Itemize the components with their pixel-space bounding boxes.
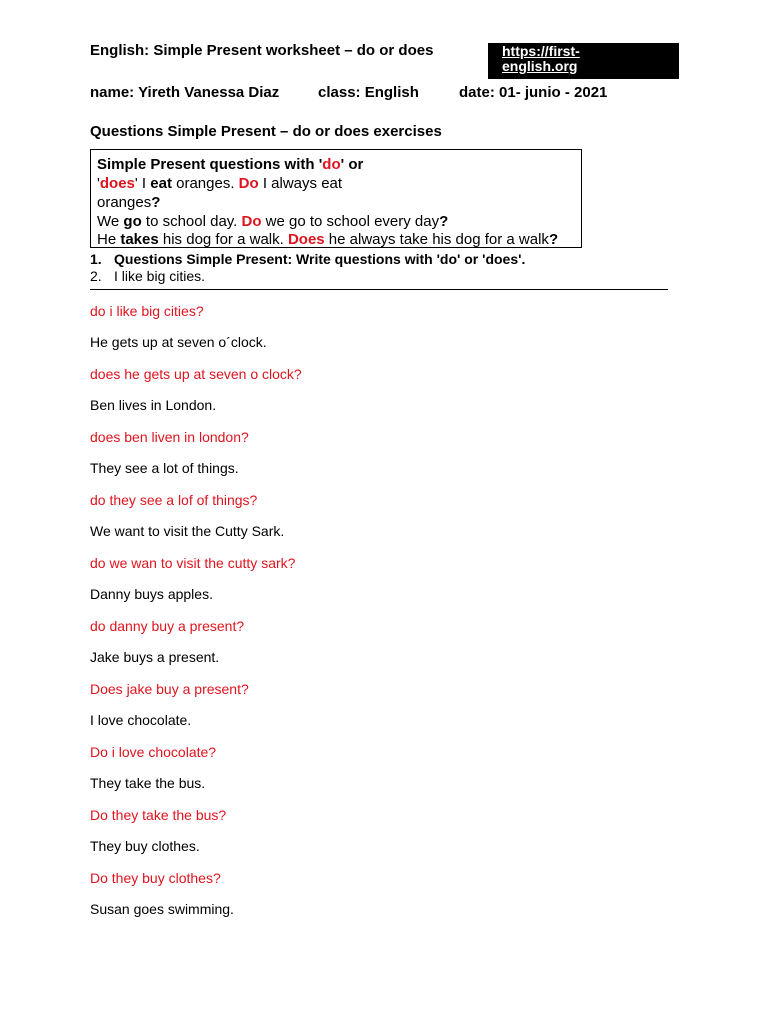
prompt-line: I love chocolate. bbox=[90, 712, 192, 728]
answer-line: do danny buy a present? bbox=[90, 618, 245, 634]
student-name: name: Yireth Vanessa Diaz bbox=[90, 84, 280, 101]
answer-line: Do i love chocolate? bbox=[90, 744, 217, 760]
divider-line bbox=[90, 289, 668, 290]
worksheet-title: English: Simple Present worksheet – do or does bbox=[90, 42, 434, 59]
example-line-3: oranges? bbox=[97, 194, 161, 211]
instruction-item-2: 2. I like big cities. bbox=[90, 268, 206, 284]
example-line-5: He takes his dog for a walk. Does he always take his dog for a walk? bbox=[97, 231, 559, 248]
instruction-item-1: 1. Questions Simple Present: Write questions with 'do' or 'does'. bbox=[90, 251, 526, 267]
date: date: 01- junio - 2021 bbox=[459, 84, 608, 101]
answer-line: do we wan to visit the cutty sark? bbox=[90, 555, 296, 571]
prompt-line: Jake buys a present. bbox=[90, 649, 220, 665]
prompt-line: We want to visit the Cutty Sark. bbox=[90, 523, 285, 539]
answer-line: Do they take the bus? bbox=[90, 807, 227, 823]
example-box bbox=[90, 149, 582, 248]
prompt-line: They see a lot of things. bbox=[90, 460, 239, 476]
answer-line: does he gets up at seven o clock? bbox=[90, 366, 302, 382]
prompt-line: Danny buys apples. bbox=[90, 586, 213, 602]
class-name: class: English bbox=[318, 84, 419, 101]
example-line-2: 'does' I eat oranges. Do I always eat bbox=[97, 175, 343, 192]
prompt-line: He gets up at seven o´clock. bbox=[90, 334, 267, 350]
section-subtitle: Questions Simple Present – do or does exercises bbox=[90, 123, 442, 140]
answer-line: do they see a lof of things? bbox=[90, 492, 258, 508]
example-heading: Simple Present questions with 'do' or bbox=[97, 156, 364, 173]
answer-line: Does jake buy a present? bbox=[90, 681, 249, 697]
example-line-4: We go to school day. Do we go to school every day? bbox=[97, 213, 449, 230]
prompt-line: Ben lives in London. bbox=[90, 397, 217, 413]
answer-line: Do they buy clothes? bbox=[90, 870, 221, 886]
prompt-line: Susan goes swimming. bbox=[90, 901, 234, 917]
prompt-line: They buy clothes. bbox=[90, 838, 200, 854]
prompt-line: They take the bus. bbox=[90, 775, 206, 791]
website-link-line1: https://first- bbox=[502, 43, 580, 59]
website-link-line2: english.org bbox=[502, 58, 578, 74]
answer-line: do i like big cities? bbox=[90, 303, 204, 319]
answer-line: does ben liven in london? bbox=[90, 429, 249, 445]
website-link[interactable] bbox=[488, 43, 679, 79]
